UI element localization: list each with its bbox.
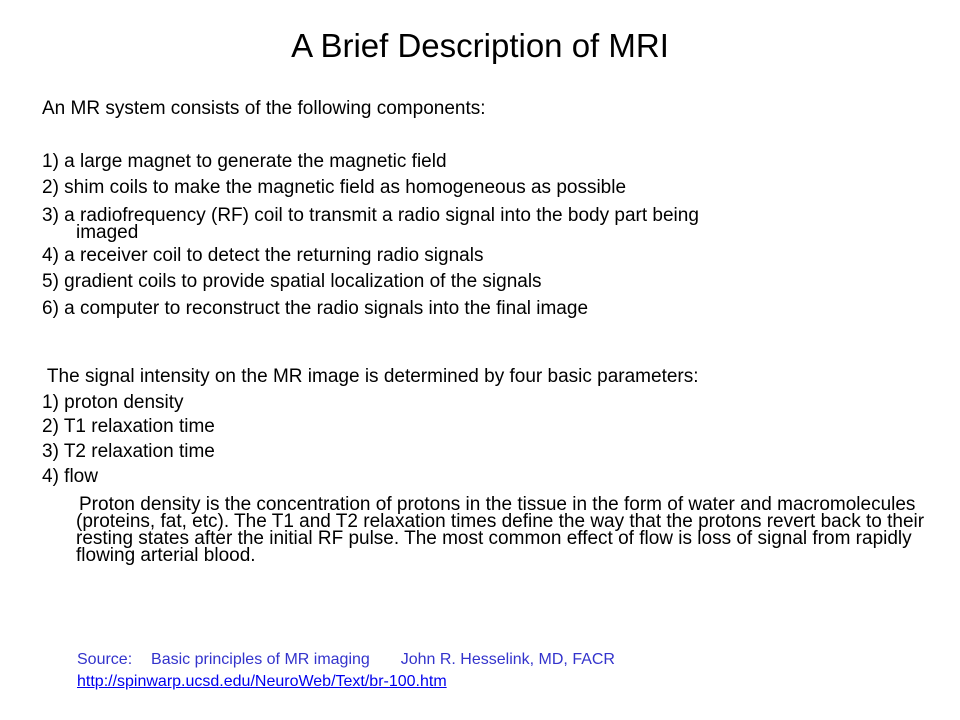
slide-title: A Brief Description of MRI — [291, 27, 669, 64]
component-item: 5) gradient coils to provide spatial localization of the signals — [42, 271, 542, 292]
source-link[interactable]: http://spinwarp.ucsd.edu/NeuroWeb/Text/br-100.htm — [77, 673, 447, 690]
parameter-item: 1) proton density — [42, 392, 184, 413]
parameter-item: 3) T2 relaxation time — [42, 441, 215, 462]
parameter-item: 2) T1 relaxation time — [42, 416, 215, 437]
component-item-text: 3) a radiofrequency (RF) coil to transmit a radio signal into the body part being — [42, 205, 699, 226]
source-work: Basic principles of MR imaging — [151, 651, 370, 668]
source-author: John R. Hesselink, MD, FACR — [400, 651, 615, 668]
signal-intro: The signal intensity on the MR image is determined by four basic parameters: — [42, 366, 699, 387]
component-item-continuation: imaged — [76, 222, 139, 243]
component-item: 1) a large magnet to generate the magnetic field — [42, 151, 447, 172]
component-item-wrapped — [42, 207, 922, 241]
parameter-item: 4) flow — [42, 466, 98, 487]
source-link-row — [77, 672, 447, 692]
component-item: 6) a computer to reconstruct the radio signals into the final image — [42, 298, 589, 319]
source-citation — [77, 650, 615, 670]
component-item: 4) a receiver coil to detect the returning radio signals — [42, 245, 484, 266]
source-label: Source: — [77, 651, 133, 668]
components-intro: An MR system consists of the following components: — [42, 98, 486, 119]
explanation-paragraph: Proton density is the concentration of protons in the tissue in the form of water and macromolecules (proteins, fat, etc). The T1 and T2 relaxation times define the way that the protons revert back to their resting states after the initial RF pulse. The most common effect of flow is loss of signal from rapidly flowing arterial blood. — [76, 494, 925, 566]
component-item: 2) shim coils to make the magnetic field as homogeneous as possible — [42, 177, 627, 198]
